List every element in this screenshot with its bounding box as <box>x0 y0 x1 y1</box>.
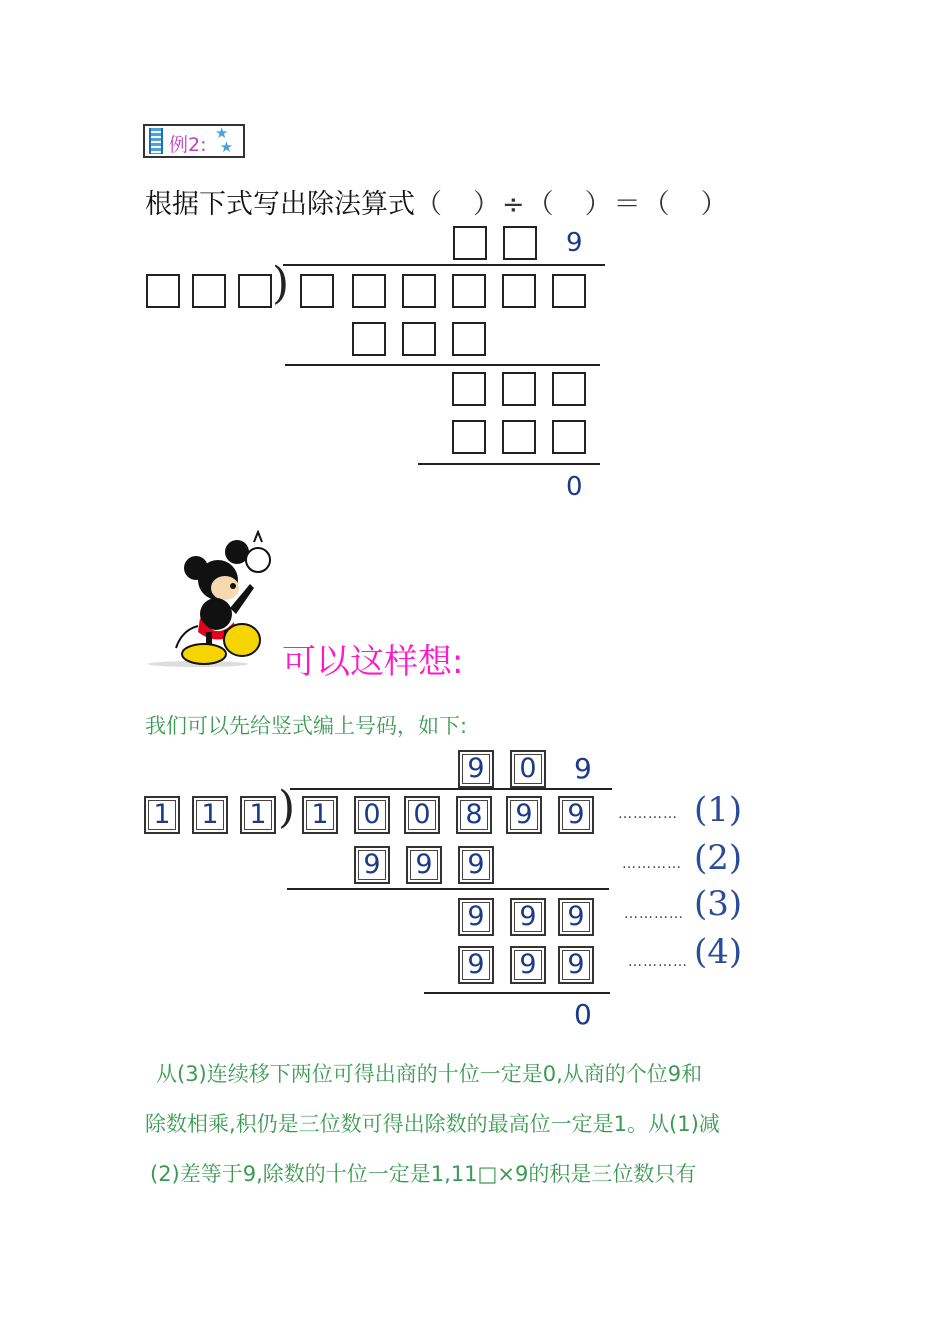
blank-quotient-box <box>453 226 487 260</box>
quotient-ones-digit: 9 <box>574 752 592 785</box>
product-digit-box: 9 <box>458 846 494 884</box>
explanation-line-2: 除数相乘,积仍是三位数可得出除数的最高位一定是1。从(1)减 <box>145 1112 720 1136</box>
divisor-digit-box: 1 <box>192 796 228 834</box>
blank-product-box <box>402 322 436 356</box>
remainder-digit-box: 9 <box>558 898 594 936</box>
subtraction-line <box>424 992 610 994</box>
blank-quotient-box <box>503 226 537 260</box>
subtraction-line <box>285 364 600 366</box>
subtraction-line <box>287 888 609 890</box>
division-bracket: ) <box>272 258 290 309</box>
blank-product-box <box>502 420 536 454</box>
row-label-2: (2) <box>694 838 743 878</box>
mickey-mouse-illustration <box>146 530 280 670</box>
dividend-digit-box: 9 <box>506 796 542 834</box>
blank-dividend-box <box>552 274 586 308</box>
blank-product-box <box>452 322 486 356</box>
blank-dividend-box <box>502 274 536 308</box>
stars-icon: ★ ★ <box>215 124 234 156</box>
problem-title-text: 根据下式写出除法算式 <box>145 189 415 220</box>
product-digit-box: 9 <box>458 946 494 984</box>
blank-dividend-box <box>352 274 386 308</box>
row-dots: ………… <box>622 856 682 872</box>
quotient-digit-box: 9 <box>458 750 494 788</box>
row-label-1: (1) <box>694 790 743 830</box>
example-label: 例2: <box>169 134 207 156</box>
think-title: 可以这样想: <box>282 642 464 682</box>
blank-remainder-box <box>452 372 486 406</box>
product-digit-box: 9 <box>354 846 390 884</box>
blank-dividend-box <box>402 274 436 308</box>
remainder-digit-box: 9 <box>510 898 546 936</box>
blank-divisor-box <box>192 274 226 308</box>
blank-divisor-box <box>146 274 180 308</box>
dividend-digit-box: 8 <box>456 796 492 834</box>
blank-product-box <box>452 420 486 454</box>
dividend-digit-box: 1 <box>302 796 338 834</box>
dividend-digit-box: 9 <box>558 796 594 834</box>
blank-remainder-box <box>552 372 586 406</box>
final-remainder: 0 <box>574 998 592 1031</box>
film-strip-icon <box>149 128 163 154</box>
blank-product-box <box>352 322 386 356</box>
blank-divisor-box <box>238 274 272 308</box>
quotient-digit-box: 0 <box>510 750 546 788</box>
row-label-4: (4) <box>694 932 743 972</box>
division-line <box>283 264 605 266</box>
problem-title <box>145 182 730 221</box>
blank-remainder-zero: 0 <box>566 472 583 502</box>
blank-product-box <box>552 420 586 454</box>
product-digit-box: 9 <box>558 946 594 984</box>
explanation-line-1: 从(3)连续移下两位可得出商的十位一定是0,从商的个位9和 <box>156 1062 703 1086</box>
blank-quotient-digit: 9 <box>566 228 583 258</box>
divisor-digit-box: 1 <box>240 796 276 834</box>
example-tag <box>143 124 245 158</box>
dividend-digit-box: 0 <box>404 796 440 834</box>
remainder-digit-box: 9 <box>458 898 494 936</box>
blank-dividend-box <box>300 274 334 308</box>
intro-text: 我们可以先给竖式编上号码，如下: <box>145 714 468 738</box>
explanation-line-3: (2)差等于9,除数的十位一定是1,11□×9的积是三位数只有 <box>150 1162 697 1186</box>
blank-remainder-box <box>502 372 536 406</box>
divisor-digit-box: 1 <box>144 796 180 834</box>
row-dots: ………… <box>618 806 678 822</box>
division-bracket: ) <box>278 782 296 833</box>
problem-ops: （ ）÷（ ）＝（ ） <box>415 189 730 220</box>
row-dots: ………… <box>624 906 684 922</box>
blank-dividend-box <box>452 274 486 308</box>
subtraction-line <box>418 463 600 465</box>
product-digit-box: 9 <box>510 946 546 984</box>
division-line <box>290 788 612 790</box>
row-dots: ………… <box>628 954 688 970</box>
dividend-digit-box: 0 <box>354 796 390 834</box>
row-label-3: (3) <box>694 884 743 924</box>
product-digit-box: 9 <box>406 846 442 884</box>
